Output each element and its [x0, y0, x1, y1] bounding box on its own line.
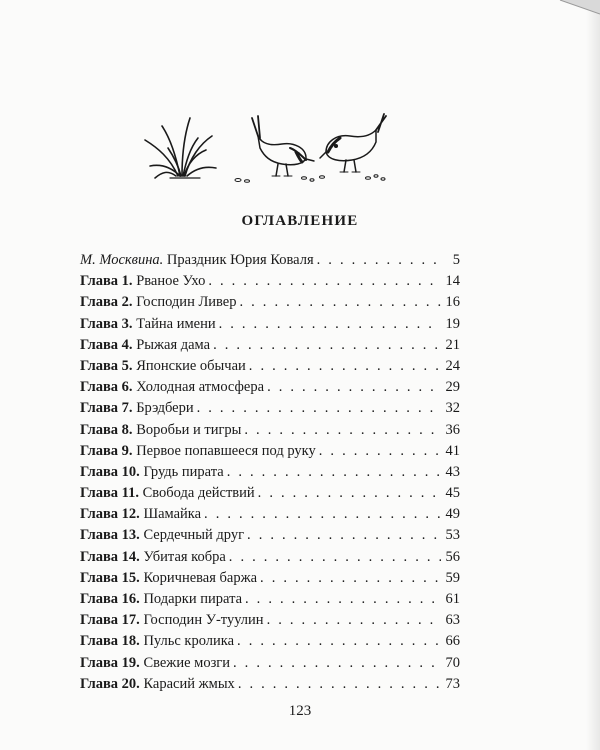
toc-chapter-number: Глава 8. — [80, 421, 133, 438]
toc-intro-page: 5 — [452, 252, 460, 268]
toc-chapter-page: 66 — [445, 633, 460, 650]
toc-chapter-page: 24 — [445, 357, 460, 374]
toc-chapter-page: 49 — [445, 506, 460, 523]
toc-chapter-label — [80, 674, 235, 695]
toc-chapter-title: Убитая кобра — [143, 548, 226, 565]
toc-chapter-number: Глава 13. — [80, 527, 140, 544]
toc-chapter-row[interactable] — [80, 335, 460, 356]
toc-chapter-title: Коричневая баржа — [143, 569, 258, 586]
toc-leader-dots — [238, 674, 441, 695]
toc-chapter-row[interactable] — [80, 462, 460, 483]
toc-chapter-page: 16 — [445, 294, 460, 311]
toc-leader-dots — [267, 610, 441, 631]
toc-leader-dots — [244, 420, 441, 441]
toc-leader-dots — [213, 335, 441, 356]
toc-chapter-page: 43 — [445, 463, 460, 480]
toc-chapter-title: Шамайка — [143, 506, 202, 523]
toc-chapter-title: Рыжая дама — [136, 336, 211, 353]
toc-chapter-page: 73 — [445, 675, 460, 692]
toc-chapter-number: Глава 9. — [80, 442, 133, 459]
toc-chapter-label — [80, 314, 216, 335]
toc-chapter-number: Глава 1. — [80, 273, 133, 290]
toc-intro-row[interactable] — [80, 250, 460, 271]
toc-leader-dots — [229, 547, 441, 568]
toc-chapter-row[interactable] — [80, 525, 460, 546]
toc-chapter-label — [80, 525, 244, 546]
toc-chapter-label — [80, 504, 201, 525]
toc-chapter-label — [80, 589, 242, 610]
toc-chapter-number: Глава 6. — [80, 379, 133, 396]
toc-chapter-label — [80, 568, 257, 589]
toc-chapter-row[interactable] — [80, 674, 460, 695]
toc-chapter-label — [80, 462, 224, 483]
toc-chapter-title: Свежие мозги — [143, 654, 231, 671]
toc-chapter-number: Глава 11. — [80, 485, 140, 502]
toc-chapter-label — [80, 335, 210, 356]
toc-chapter-title: Рваное Ухо — [136, 273, 206, 290]
toc-chapter-title: Воробьи и тигры — [136, 421, 242, 438]
toc-chapter-number: Глава 19. — [80, 654, 140, 671]
page-edge-shadow — [586, 0, 600, 750]
sparrow-icon — [320, 114, 386, 172]
toc-leader-dots — [249, 356, 441, 377]
toc-chapter-row[interactable] — [80, 653, 460, 674]
toc-chapter-page: 41 — [445, 442, 460, 459]
toc-chapter-number: Глава 7. — [80, 400, 133, 417]
toc-chapter-title: Карасий жмых — [143, 675, 235, 692]
toc-chapter-label — [80, 631, 234, 652]
toc-intro-title: Праздник Юрия Коваля — [166, 252, 314, 268]
toc-chapter-title: Свобода действий — [142, 485, 255, 502]
toc-chapter-label — [80, 271, 205, 292]
toc-chapter-page: 36 — [445, 421, 460, 438]
toc-chapter-row[interactable] — [80, 483, 460, 504]
toc-chapter-title: Холодная атмосфера — [136, 379, 265, 396]
toc-chapter-title: Брэдбери — [136, 400, 194, 417]
toc-intro-author: М. Москвина. — [80, 252, 164, 268]
toc-chapter-label — [80, 653, 230, 674]
toc-chapter-page: 61 — [445, 591, 460, 607]
toc-chapter-page: 14 — [445, 273, 460, 290]
toc-chapter-row[interactable] — [80, 356, 460, 377]
toc-chapter-row[interactable] — [80, 292, 460, 313]
toc-chapter-row[interactable] — [80, 568, 460, 589]
grass-icon — [145, 118, 216, 178]
page-corner-curl — [530, 0, 600, 20]
toc-intro-label — [80, 250, 314, 271]
toc-leader-dots — [227, 462, 441, 483]
toc-chapter-number: Глава 10. — [80, 463, 140, 480]
toc-leader-dots — [237, 631, 441, 652]
birds-and-grass-illustration — [140, 108, 400, 188]
toc-chapter-number: Глава 17. — [80, 612, 140, 629]
toc-chapter-number: Глава 16. — [80, 591, 140, 607]
toc-chapter-title: Грудь пирата — [143, 463, 224, 480]
toc-chapter-number: Глава 4. — [80, 336, 133, 353]
toc-chapter-row[interactable] — [80, 610, 460, 631]
toc-chapter-page: 32 — [445, 400, 460, 417]
toc-chapter-title: Подарки пирата — [143, 591, 243, 607]
toc-chapter-page: 59 — [445, 569, 460, 586]
toc-leader-dots — [197, 398, 441, 419]
toc-leader-dots — [219, 314, 441, 335]
toc-chapter-title: Тайна имени — [136, 315, 216, 332]
toc-chapter-page: 29 — [445, 379, 460, 396]
toc-chapter-number: Глава 3. — [80, 315, 133, 332]
pebbles-icon — [235, 175, 385, 182]
toc-chapter-label — [80, 398, 194, 419]
toc-chapter-row[interactable] — [80, 377, 460, 398]
toc-leader-dots — [233, 653, 441, 674]
toc-chapter-label — [80, 377, 264, 398]
toc-chapter-label — [80, 420, 241, 441]
toc-chapter-page: 70 — [445, 654, 460, 671]
toc-chapter-row[interactable] — [80, 441, 460, 462]
toc-chapter-title: Господин У-туулин — [143, 612, 264, 629]
toc-chapter-number: Глава 2. — [80, 294, 133, 311]
page-number: 123 — [288, 703, 312, 719]
toc-chapter-row[interactable] — [80, 271, 460, 292]
toc-chapter-label — [80, 483, 255, 504]
toc-chapter-number: Глава 20. — [80, 675, 140, 692]
toc-chapter-row[interactable] — [80, 420, 460, 441]
toc-chapter-row[interactable] — [80, 547, 460, 568]
toc-leader-dots — [258, 483, 441, 504]
toc-chapter-page: 45 — [445, 485, 460, 502]
toc-chapter-label — [80, 547, 226, 568]
toc-leader-dots — [319, 441, 441, 462]
toc-chapter-number: Глава 15. — [80, 569, 140, 586]
toc-chapter-row[interactable] — [80, 314, 460, 335]
toc-leader-dots — [247, 525, 441, 546]
toc-chapter-title: Японские обычаи — [136, 357, 246, 374]
toc-chapter-page: 19 — [445, 315, 460, 332]
toc-chapter-number: Глава 5. — [80, 357, 133, 374]
toc-chapter-number: Глава 18. — [80, 633, 140, 650]
toc-chapter-page: 63 — [445, 612, 460, 629]
sparrow-icon — [252, 116, 314, 176]
toc-chapter-row[interactable] — [80, 589, 460, 610]
toc-chapter-row[interactable] — [80, 398, 460, 419]
toc-leader-dots — [317, 250, 441, 271]
toc-chapter-row[interactable] — [80, 631, 460, 652]
toc-chapter-label — [80, 292, 237, 313]
toc-chapter-page: 53 — [445, 527, 460, 544]
toc-leader-dots — [240, 292, 442, 313]
toc-chapter-title: Господин Ливер — [136, 294, 237, 311]
toc-chapter-page: 21 — [445, 336, 460, 353]
toc-chapter-number: Глава 12. — [80, 506, 140, 523]
toc-chapter-label — [80, 441, 316, 462]
toc-chapter-number: Глава 14. — [80, 548, 140, 565]
page-title: ОГЛАВЛЕНИЕ — [241, 213, 359, 229]
toc-chapter-page: 56 — [445, 548, 460, 565]
toc-chapter-row[interactable] — [80, 504, 460, 525]
toc-leader-dots — [267, 377, 441, 398]
toc-chapter-label — [80, 356, 246, 377]
toc-leader-dots — [204, 504, 441, 525]
table-of-contents — [80, 250, 460, 695]
toc-chapter-title: Первое попавшееся под руку — [136, 442, 316, 459]
toc-leader-dots — [208, 271, 441, 292]
toc-leader-dots — [260, 568, 441, 589]
toc-chapter-title: Пульс кролика — [143, 633, 235, 650]
toc-chapter-title: Сердечный друг — [143, 527, 245, 544]
toc-chapter-label — [80, 610, 264, 631]
toc-leader-dots — [245, 589, 441, 610]
